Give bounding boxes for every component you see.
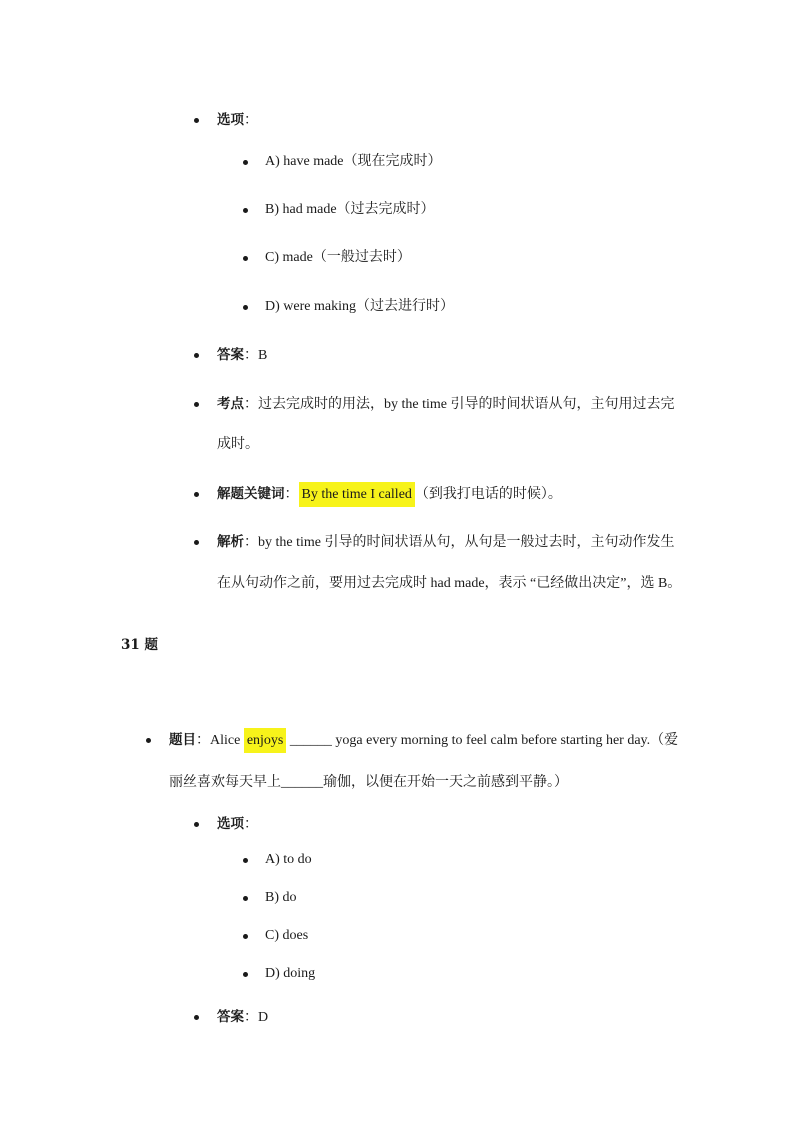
answer-value: D xyxy=(258,1010,269,1025)
bullet xyxy=(243,305,248,310)
bullet xyxy=(243,896,248,901)
answer-value: B xyxy=(258,348,268,363)
answer-label: 答案 xyxy=(217,1009,244,1025)
analysis-text: by the time 引导的时间状语从句，从句是一般过去时，主句动作发生 xyxy=(258,535,675,550)
options-label: 选项 xyxy=(217,112,244,128)
option-d: D) were making（过去进行时） xyxy=(265,299,454,314)
bullet xyxy=(194,402,199,407)
bullet xyxy=(194,1015,199,1020)
bullet xyxy=(146,738,151,743)
analysis-line: 解析：by the time 引导的时间状语从句，从句是一般过去时，主句动作发生 xyxy=(217,534,675,550)
point-line-cont: 成时。 xyxy=(217,437,259,452)
answer-line: 答案：B xyxy=(217,347,268,363)
bullet xyxy=(243,972,248,977)
bullet xyxy=(194,353,199,358)
question-line: 题目：Alice enjoys ______ yoga every morning to feel calm before starting her day.（爱 xyxy=(169,730,678,751)
point-text: 过去完成时的用法，by the time 引导的时间状语从句，主句用过去完 xyxy=(258,397,675,412)
bullet xyxy=(194,540,199,545)
option-c: C) does xyxy=(265,928,309,943)
question-pre: Alice xyxy=(210,733,244,748)
analysis-line-cont: 在从句动作之前，要用过去完成时 had made，表示 “已经做出决定”，选 B。 xyxy=(217,576,682,591)
option-a: A) have made（现在完成时） xyxy=(265,154,442,169)
bullet xyxy=(194,492,199,497)
option-a: A) to do xyxy=(265,852,312,867)
option-d: D) doing xyxy=(265,966,316,981)
question-rest: ______ yoga every morning to feel calm before starting her day.（爱 xyxy=(286,733,679,748)
keyword-line: 解题关键词： By the time I called （到我打电话的时候）。 xyxy=(217,484,562,505)
bullet xyxy=(194,118,199,123)
point-label: 考点 xyxy=(217,396,244,412)
keyword-highlight: By the time I called xyxy=(299,482,415,507)
bullet xyxy=(243,256,248,261)
point-line: 考点：过去完成时的用法，by the time 引导的时间状语从句，主句用过去完 xyxy=(217,396,675,412)
keyword-rest: （到我打电话的时候）。 xyxy=(414,487,562,502)
question-line-cont: 丽丝喜欢每天早上______瑜伽，以便在开始一天之前感到平静。） xyxy=(169,775,568,790)
options-label: 选项 xyxy=(217,816,244,832)
option-c: C) made（一般过去时） xyxy=(265,250,411,265)
bullet xyxy=(243,160,248,165)
bullet xyxy=(243,208,248,213)
question-highlight: enjoys xyxy=(244,728,287,753)
keyword-label: 解题关键词 xyxy=(217,486,285,502)
bullet xyxy=(243,934,248,939)
options-heading: 选项： xyxy=(217,816,258,832)
bullet xyxy=(194,822,199,827)
question-heading: 31 题 xyxy=(121,637,158,653)
option-b: B) do xyxy=(265,890,297,905)
answer-label: 答案 xyxy=(217,347,244,363)
options-heading: 选项： xyxy=(217,112,258,128)
bullet xyxy=(243,858,248,863)
question-label: 题目 xyxy=(169,732,196,748)
answer-line: 答案：D xyxy=(217,1009,269,1025)
analysis-label: 解析 xyxy=(217,534,244,550)
option-b: B) had made（过去完成时） xyxy=(265,202,435,217)
